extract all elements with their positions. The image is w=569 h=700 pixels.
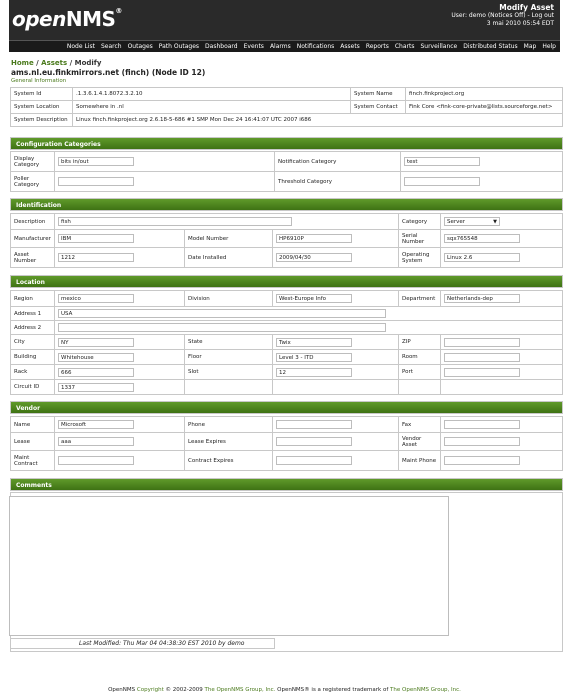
- vendor-name-label: Name: [11, 417, 55, 433]
- serial-number-label: Serial Number: [399, 230, 441, 248]
- address1-field[interactable]: USA: [58, 309, 386, 318]
- category-label: Category: [399, 214, 441, 230]
- breadcrumb-home[interactable]: Home: [11, 59, 34, 67]
- building-field[interactable]: Whitehouse: [58, 353, 134, 362]
- address2-label: Address 2: [11, 321, 55, 335]
- port-field[interactable]: [444, 368, 520, 377]
- date-installed-label: Date Installed: [185, 248, 273, 268]
- lease-field[interactable]: aaa: [58, 437, 134, 446]
- city-field[interactable]: NY: [58, 338, 134, 347]
- room-label: Room: [399, 350, 441, 365]
- page-footer: [0, 687, 569, 693]
- comments-header: Comments: [10, 478, 563, 491]
- rack-field[interactable]: 666: [58, 368, 134, 377]
- zip-label: ZIP: [399, 335, 441, 350]
- footer-company-link[interactable]: The OpenNMS Group, Inc.: [204, 687, 276, 693]
- slot-label: Slot: [185, 365, 273, 380]
- department-label: Department: [399, 291, 441, 307]
- nav-node-list[interactable]: Node List: [66, 43, 95, 50]
- nav-reports[interactable]: Reports: [365, 43, 389, 50]
- lease-expires-field[interactable]: [276, 437, 352, 446]
- general-info-title: General Information: [11, 78, 67, 84]
- breadcrumb-sep: /: [67, 59, 75, 67]
- last-modified-text: Last Modified: Thu Mar 04 04:38:30 EST 2010 by demo: [10, 638, 275, 649]
- threshold-category-field[interactable]: [404, 177, 480, 186]
- node-title: ams.nl.eu.finkmirrors.net (finch) (Node ID 12): [11, 68, 206, 77]
- display-category-label: Display Category: [11, 152, 55, 172]
- vendor-name-field[interactable]: Microsoft: [58, 420, 134, 429]
- building-label: Building: [11, 350, 55, 365]
- display-category-field[interactable]: bits in/out: [58, 157, 134, 166]
- breadcrumb-sep: /: [33, 59, 42, 67]
- identification-header: Identification: [10, 198, 563, 211]
- app-header: [9, 0, 560, 40]
- maint-phone-field[interactable]: [444, 456, 520, 465]
- system-info-table: [10, 87, 563, 127]
- nav-outages[interactable]: Outages: [127, 43, 153, 50]
- header-info: [451, 4, 554, 28]
- poller-category-field[interactable]: [58, 177, 134, 186]
- nav-map[interactable]: Map: [523, 43, 537, 50]
- footer-trademark-text: OpenNMS® is a registered trademark of: [275, 687, 391, 693]
- lease-expires-label: Lease Expires: [185, 433, 273, 451]
- nav-charts[interactable]: Charts: [394, 43, 415, 50]
- floor-label: Floor: [185, 350, 273, 365]
- contract-expires-label: Contract Expires: [185, 451, 273, 471]
- region-label: Region: [11, 291, 55, 307]
- slot-field[interactable]: 12: [276, 368, 352, 377]
- system-contact-value: Fink Core <fink-core-private@lists.sourceforge.net>: [406, 101, 563, 114]
- nav-help[interactable]: Help: [542, 43, 556, 50]
- nav-assets[interactable]: Assets: [340, 43, 360, 50]
- circuit-id-label: Circuit ID: [11, 380, 55, 395]
- description-field[interactable]: fish: [58, 217, 292, 226]
- breadcrumb-assets[interactable]: Assets: [41, 59, 68, 67]
- category-select[interactable]: [444, 217, 500, 226]
- main-nav: [67, 43, 556, 50]
- manufacturer-label: Manufacturer: [11, 230, 55, 248]
- system-id-value: .1.3.6.1.4.1.8072.3.2.10: [73, 88, 351, 101]
- nav-search[interactable]: Search: [100, 43, 122, 50]
- page-heading: Modify Asset: [499, 3, 554, 12]
- serial-number-field[interactable]: sqx765548: [444, 234, 520, 243]
- rack-label: Rack: [11, 365, 55, 380]
- system-description-value: Linux finch.finkproject.org 2.6.18-5-686 #1 SMP Mon Dec 24 16:41:07 UTC 2007 i686: [73, 114, 563, 127]
- vendor-phone-label: Phone: [185, 417, 273, 433]
- system-contact-label: System Contact: [351, 101, 406, 114]
- contract-expires-field[interactable]: [276, 456, 352, 465]
- asset-number-field[interactable]: 1212: [58, 253, 134, 262]
- nav-alarms[interactable]: Alarms: [269, 43, 291, 50]
- breadcrumb: [11, 59, 101, 67]
- user-status[interactable]: User: demo (Notices Off) - Log out: [451, 12, 554, 19]
- description-label: Description: [11, 214, 55, 230]
- poller-category-label: Poller Category: [11, 172, 55, 192]
- nav-dashboard[interactable]: Dashboard: [205, 43, 238, 50]
- division-label: Division: [185, 291, 273, 307]
- operating-system-field[interactable]: Linux 2.6: [444, 253, 520, 262]
- lease-label: Lease: [11, 433, 55, 451]
- vendor-fax-field[interactable]: [444, 420, 520, 429]
- footer-years: © 2002-2009: [163, 687, 205, 693]
- vendor-phone-field[interactable]: [276, 420, 352, 429]
- notification-category-label: Notification Category: [275, 152, 401, 172]
- logo-reg-mark: ®: [115, 7, 122, 15]
- system-name-label: System Name: [351, 88, 406, 101]
- port-label: Port: [399, 365, 441, 380]
- model-number-label: Model Number: [185, 230, 273, 248]
- chevron-down-icon: ▼: [493, 219, 497, 225]
- notification-category-field[interactable]: test: [404, 157, 480, 166]
- nav-surveillance[interactable]: Surveillance: [420, 43, 458, 50]
- circuit-id-field[interactable]: 1337: [58, 383, 134, 392]
- vendor-header: Vendor: [10, 401, 563, 414]
- room-field[interactable]: [444, 353, 520, 362]
- nav-distributed-status[interactable]: Distributed Status: [463, 43, 518, 50]
- asset-number-label: Asset Number: [11, 248, 55, 268]
- manufacturer-field[interactable]: IBM: [58, 234, 134, 243]
- address2-field[interactable]: [58, 323, 386, 332]
- city-label: City: [11, 335, 55, 350]
- logo-nms-text: NMS: [65, 7, 116, 31]
- region-field[interactable]: mexico: [58, 294, 134, 303]
- main-nav-bar: [9, 40, 560, 52]
- nav-notifications[interactable]: Notifications: [296, 43, 335, 50]
- vendor-table: [10, 416, 563, 471]
- system-location-value: Somewhere in .nl: [73, 101, 351, 114]
- footer-copyright-link[interactable]: Copyright: [136, 687, 164, 693]
- logo-open-text: open: [12, 7, 66, 31]
- date-installed-field[interactable]: 2009/04/30: [276, 253, 352, 262]
- nav-events[interactable]: Events: [243, 43, 264, 50]
- breadcrumb-current: Modify: [74, 59, 102, 67]
- maint-contract-field[interactable]: [58, 456, 134, 465]
- vendor-asset-label: Vendor Asset: [399, 433, 441, 451]
- nav-path-outages[interactable]: Path Outages: [158, 43, 200, 50]
- threshold-category-label: Threshold Category: [275, 172, 401, 192]
- footer-company-link-2[interactable]: The OpenNMS Group, Inc.: [390, 687, 461, 693]
- category-select-value: Server: [447, 219, 466, 225]
- operating-system-label: Operating System: [399, 248, 441, 268]
- opennms-logo: [12, 7, 122, 31]
- vendor-fax-label: Fax: [399, 417, 441, 433]
- location-header: Location: [10, 275, 563, 288]
- comments-textarea[interactable]: [9, 496, 449, 636]
- config-categories-header: Configuration Categories: [10, 137, 563, 150]
- maint-contract-label: Maint Contract: [11, 451, 55, 471]
- footer-prefix: OpenNMS: [108, 687, 137, 693]
- system-name-value: finch.finkproject.org: [406, 88, 563, 101]
- division-field[interactable]: West-Europe Info: [276, 294, 352, 303]
- state-label: State: [185, 335, 273, 350]
- identification-table: [10, 213, 563, 268]
- model-number-field[interactable]: HP6910P: [276, 234, 352, 243]
- department-field[interactable]: Netherlands-dep: [444, 294, 520, 303]
- location-table: [10, 290, 563, 395]
- vendor-asset-field[interactable]: [444, 437, 520, 446]
- system-id-label: System Id: [11, 88, 73, 101]
- address1-label: Address 1: [11, 307, 55, 321]
- system-location-label: System Location: [11, 101, 73, 114]
- maint-phone-label: Maint Phone: [399, 451, 441, 471]
- header-date: 3 mai 2010 05:54 EDT: [486, 20, 554, 27]
- config-categories-table: [10, 151, 563, 192]
- zip-field[interactable]: [444, 338, 520, 347]
- floor-field[interactable]: Level 3 - ITD: [276, 353, 352, 362]
- state-field[interactable]: Twix: [276, 338, 352, 347]
- system-description-label: System Description: [11, 114, 73, 127]
